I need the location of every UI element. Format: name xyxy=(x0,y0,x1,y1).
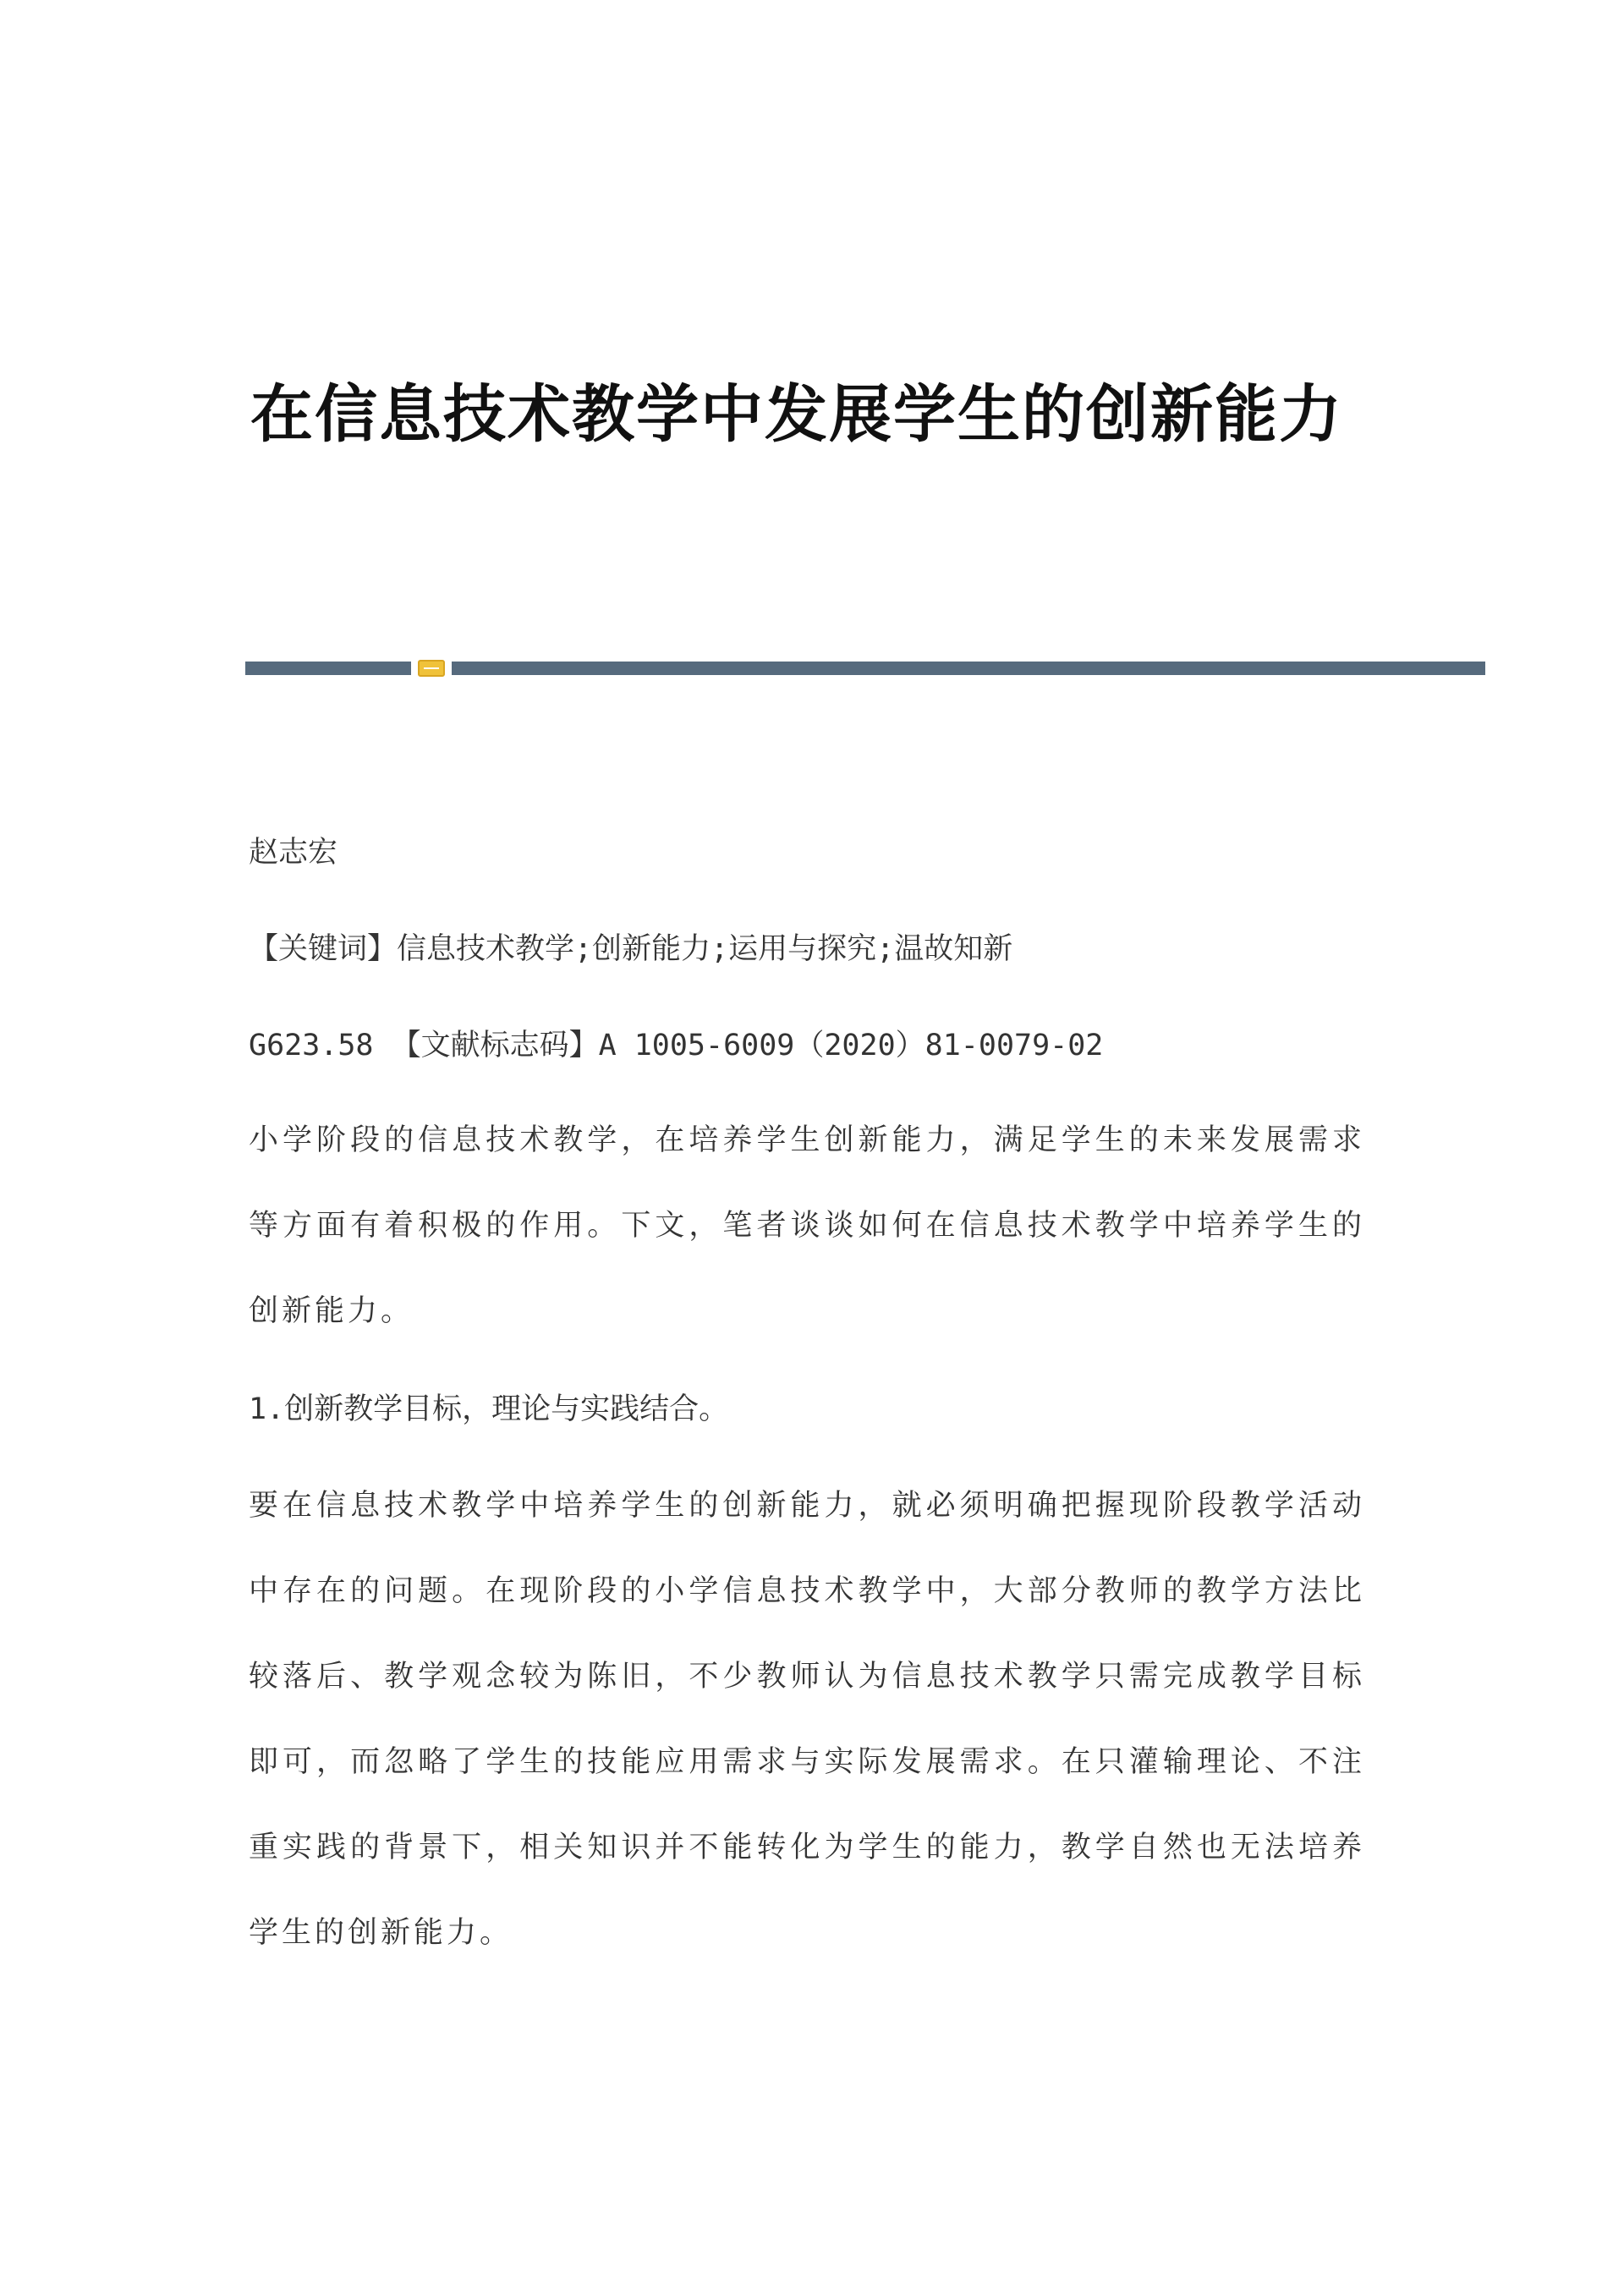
title-divider-right xyxy=(452,662,1485,675)
author-name: 赵志宏 xyxy=(249,836,338,870)
section-1-heading: 1.创新教学目标，理论与实践结合。 xyxy=(249,1392,729,1426)
document-title: 在信息技术教学中发展学生的创新能力 xyxy=(250,378,1343,451)
classification-line: G623.58 【文献标志码】A 1005-6009（2020）81-0079-02 xyxy=(249,1029,1104,1062)
section-1-paragraph: 要在信息技术教学中培养学生的创新能力，就必须明确把握现阶段教学活动中存在的问题。在现阶段的小学信息技术教学中，大部分教师的教学方法比较落后、教学观念较为陈旧，不少教师认为信息技术教学只需完成教学目标即可，而忽略了学生的技能应用需求与实际发展需求。在只灌输理论、不注重实践的背景下，相关知识并不能转化为学生的能力，教学自然也无法培养学生的创新能力。 xyxy=(249,1489,1365,1950)
title-divider-left xyxy=(245,662,411,675)
keywords-line: 【关键词】信息技术教学;创新能力;运用与探究;温故知新 xyxy=(249,932,1013,966)
intro-paragraph: 小学阶段的信息技术教学，在培养学生创新能力，满足学生的未来发展需求等方面有着积极的作用。下文，笔者谈谈如何在信息技术教学中培养学生的创新能力。 xyxy=(249,1123,1365,1328)
divider-ornament-icon xyxy=(418,660,445,677)
